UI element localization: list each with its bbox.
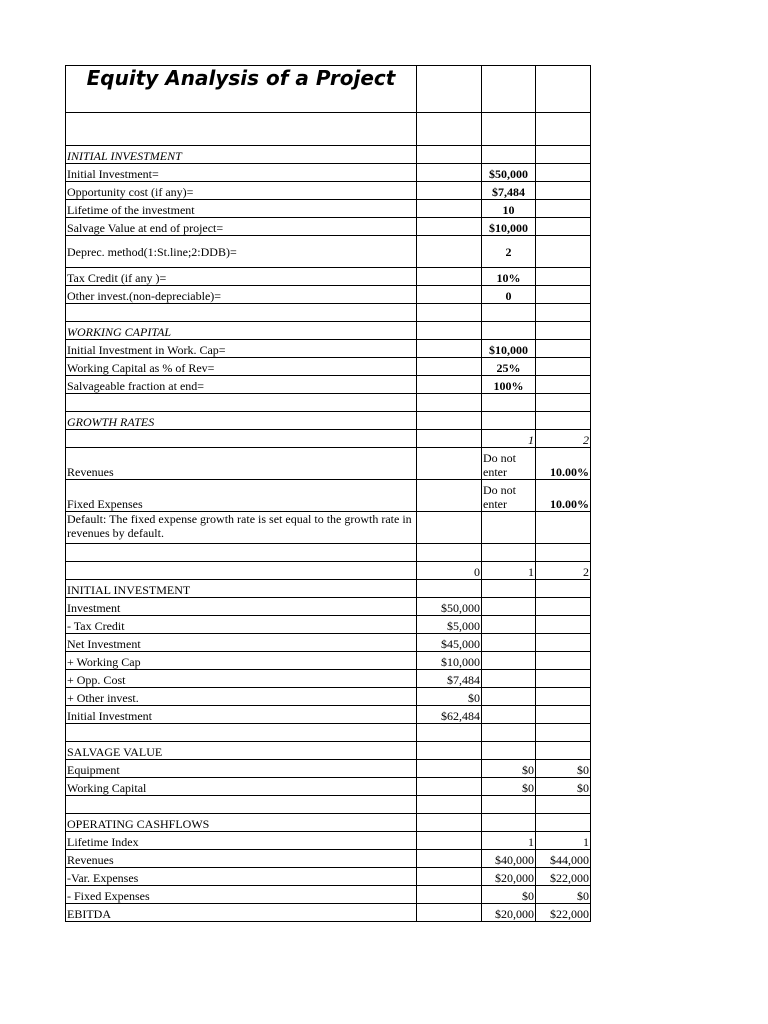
- grid-cell[interactable]: [536, 796, 591, 814]
- grid-cell[interactable]: [482, 724, 536, 742]
- default-note: Default: The fixed expense growth rate is set equal to the growth rate in revenues by default.: [66, 512, 417, 544]
- input-salvage-value[interactable]: $10,000: [482, 218, 536, 236]
- cell-value: $0: [482, 760, 536, 778]
- page-title: Equity Analysis of a Project: [66, 66, 417, 113]
- cell-label: -Var. Expenses: [66, 868, 417, 886]
- grid-cell[interactable]: [536, 113, 591, 146]
- cell-value: $5,000: [417, 616, 482, 634]
- cell-value: $62,484: [417, 706, 482, 724]
- cell-label: Other invest.(non-depreciable)=: [66, 286, 417, 304]
- grid-cell[interactable]: [482, 706, 536, 724]
- cell-value: $22,000: [536, 904, 591, 922]
- cell-value: $0: [536, 886, 591, 904]
- cell-label: + Other invest.: [66, 688, 417, 706]
- grid-cell[interactable]: [417, 448, 482, 480]
- cell-value: $0: [482, 886, 536, 904]
- input-lifetime[interactable]: 10: [482, 200, 536, 218]
- cell-label: - Fixed Expenses: [66, 886, 417, 904]
- grid-cell[interactable]: [66, 430, 417, 448]
- grid-cell[interactable]: [536, 616, 591, 634]
- grid-cell[interactable]: [536, 236, 591, 268]
- grid-cell[interactable]: [66, 544, 417, 562]
- cell-label: Initial Investment in Work. Cap=: [66, 340, 417, 358]
- grid-cell[interactable]: [536, 218, 591, 236]
- input-other-invest[interactable]: 0: [482, 286, 536, 304]
- grid-cell[interactable]: [417, 850, 482, 868]
- grid-cell[interactable]: [482, 512, 536, 544]
- grid-cell[interactable]: [482, 598, 536, 616]
- grid-cell[interactable]: [417, 200, 482, 218]
- period-header: 0: [417, 562, 482, 580]
- grid-cell[interactable]: [536, 66, 591, 113]
- grid-cell[interactable]: [536, 358, 591, 376]
- grid-cell[interactable]: [417, 340, 482, 358]
- grid-cell[interactable]: [66, 562, 417, 580]
- input-tax-credit[interactable]: 10%: [482, 268, 536, 286]
- grid-cell[interactable]: [482, 580, 536, 598]
- grid-cell[interactable]: [417, 322, 482, 340]
- grid-cell[interactable]: [417, 113, 482, 146]
- grid-cell[interactable]: [417, 430, 482, 448]
- input-opportunity-cost[interactable]: $7,484: [482, 182, 536, 200]
- grid-cell[interactable]: [536, 182, 591, 200]
- grid-cell[interactable]: [482, 616, 536, 634]
- grid-cell[interactable]: [536, 512, 591, 544]
- grid-cell[interactable]: [417, 236, 482, 268]
- cell-label: Tax Credit (if any )=: [66, 268, 417, 286]
- input-revenue-growth[interactable]: 10.00%: [536, 448, 591, 480]
- grid-cell[interactable]: [417, 164, 482, 182]
- grid-cell[interactable]: [66, 796, 417, 814]
- grid-cell[interactable]: [417, 724, 482, 742]
- cell-label: Revenues: [66, 448, 417, 480]
- cell-value: $0: [536, 778, 591, 796]
- grid-cell[interactable]: [417, 218, 482, 236]
- cell-label: Lifetime Index: [66, 832, 417, 850]
- cell-note: Do not enter: [482, 480, 536, 512]
- input-fixed-expense-growth[interactable]: 10.00%: [536, 480, 591, 512]
- grid-cell[interactable]: [417, 580, 482, 598]
- cell-value: $20,000: [482, 904, 536, 922]
- grid-cell[interactable]: [482, 742, 536, 760]
- section-header-operating-cashflows: OPERATING CASHFLOWS: [66, 814, 417, 832]
- grid-cell[interactable]: [536, 200, 591, 218]
- grid-cell[interactable]: [536, 286, 591, 304]
- cell-label: Investment: [66, 598, 417, 616]
- cell-label: EBITDA: [66, 904, 417, 922]
- cell-value: $0: [482, 778, 536, 796]
- grid-cell[interactable]: [417, 182, 482, 200]
- input-work-cap-pct[interactable]: 25%: [482, 358, 536, 376]
- grid-cell[interactable]: [536, 652, 591, 670]
- grid-cell[interactable]: [536, 412, 591, 430]
- period-header: 2: [536, 562, 591, 580]
- grid-cell[interactable]: [482, 814, 536, 832]
- grid-cell[interactable]: [417, 832, 482, 850]
- grid-cell[interactable]: [417, 376, 482, 394]
- cell-value: $45,000: [417, 634, 482, 652]
- cell-value: $40,000: [482, 850, 536, 868]
- grid-cell[interactable]: [536, 724, 591, 742]
- section-header-salvage-value: SALVAGE VALUE: [66, 742, 417, 760]
- grid-cell[interactable]: [482, 544, 536, 562]
- cell-value: 1: [482, 832, 536, 850]
- cell-label: Deprec. method(1:St.line;2:DDB)=: [66, 236, 417, 268]
- grid-cell[interactable]: [417, 742, 482, 760]
- grid-cell[interactable]: [66, 394, 417, 412]
- grid-cell[interactable]: [417, 868, 482, 886]
- grid-cell[interactable]: [417, 544, 482, 562]
- cell-label: Working Capital: [66, 778, 417, 796]
- grid-cell[interactable]: [482, 796, 536, 814]
- input-deprec-method[interactable]: 2: [482, 236, 536, 268]
- grid-cell[interactable]: [417, 286, 482, 304]
- section-header-initial-investment-calc: INITIAL INVESTMENT: [66, 580, 417, 598]
- grid-cell[interactable]: [417, 146, 482, 164]
- cell-value: $10,000: [417, 652, 482, 670]
- cell-value: $0: [417, 688, 482, 706]
- grid-cell[interactable]: [482, 688, 536, 706]
- grid-cell[interactable]: [536, 146, 591, 164]
- spreadsheet-grid: [65, 65, 591, 922]
- grid-cell[interactable]: [536, 634, 591, 652]
- grid-cell[interactable]: [536, 394, 591, 412]
- grid-cell[interactable]: [536, 268, 591, 286]
- cell-value: $20,000: [482, 868, 536, 886]
- grid-cell[interactable]: [417, 778, 482, 796]
- grid-cell[interactable]: [482, 412, 536, 430]
- grid-cell[interactable]: [482, 670, 536, 688]
- grid-cell[interactable]: [482, 146, 536, 164]
- input-initial-investment[interactable]: $50,000: [482, 164, 536, 182]
- section-header-working-capital: WORKING CAPITAL: [66, 322, 417, 340]
- cell-value: $50,000: [417, 598, 482, 616]
- cell-label: Salvageable fraction at end=: [66, 376, 417, 394]
- section-header-initial-investment: INITIAL INVESTMENT: [66, 146, 417, 164]
- cell-label: Working Capital as % of Rev=: [66, 358, 417, 376]
- cell-label: + Working Cap: [66, 652, 417, 670]
- grid-cell[interactable]: [482, 113, 536, 146]
- cell-label: Initial Investment=: [66, 164, 417, 182]
- grid-cell[interactable]: [536, 304, 591, 322]
- grid-cell[interactable]: [536, 544, 591, 562]
- period-header: 1: [482, 430, 536, 448]
- cell-label: Initial Investment: [66, 706, 417, 724]
- grid-cell[interactable]: [417, 886, 482, 904]
- grid-cell[interactable]: [417, 268, 482, 286]
- grid-cell[interactable]: [482, 322, 536, 340]
- cell-label: Salvage Value at end of project=: [66, 218, 417, 236]
- grid-cell[interactable]: [417, 796, 482, 814]
- cell-value: $0: [536, 760, 591, 778]
- grid-cell[interactable]: [536, 688, 591, 706]
- grid-cell[interactable]: [536, 670, 591, 688]
- grid-cell[interactable]: [417, 760, 482, 778]
- grid-cell[interactable]: [417, 512, 482, 544]
- cell-value: 1: [536, 832, 591, 850]
- grid-cell[interactable]: [536, 322, 591, 340]
- period-header: 1: [482, 562, 536, 580]
- grid-cell[interactable]: [536, 164, 591, 182]
- grid-cell[interactable]: [417, 358, 482, 376]
- input-work-cap-investment[interactable]: $10,000: [482, 340, 536, 358]
- grid-cell[interactable]: [536, 706, 591, 724]
- grid-cell[interactable]: [482, 634, 536, 652]
- cell-label: Net Investment: [66, 634, 417, 652]
- cell-value: $44,000: [536, 850, 591, 868]
- cell-label: + Opp. Cost: [66, 670, 417, 688]
- grid-cell[interactable]: [536, 376, 591, 394]
- grid-cell[interactable]: [482, 652, 536, 670]
- grid-cell[interactable]: [417, 66, 482, 113]
- cell-label: - Tax Credit: [66, 616, 417, 634]
- grid-cell[interactable]: [66, 304, 417, 322]
- grid-cell[interactable]: [417, 480, 482, 512]
- grid-cell[interactable]: [417, 814, 482, 832]
- grid-cell[interactable]: [66, 724, 417, 742]
- cell-label: Revenues: [66, 850, 417, 868]
- grid-cell[interactable]: [417, 904, 482, 922]
- cell-note: Do not enter: [482, 448, 536, 480]
- cell-label: Lifetime of the investment: [66, 200, 417, 218]
- grid-cell[interactable]: [536, 742, 591, 760]
- grid-cell[interactable]: [66, 113, 417, 146]
- grid-cell[interactable]: [482, 394, 536, 412]
- grid-cell[interactable]: [536, 814, 591, 832]
- cell-label: Equipment: [66, 760, 417, 778]
- cell-label: Fixed Expenses: [66, 480, 417, 512]
- cell-value: $22,000: [536, 868, 591, 886]
- period-header: 2: [536, 430, 591, 448]
- grid-cell[interactable]: [482, 66, 536, 113]
- grid-cell[interactable]: [536, 580, 591, 598]
- grid-cell[interactable]: [536, 598, 591, 616]
- cell-label: Opportunity cost (if any)=: [66, 182, 417, 200]
- grid-cell[interactable]: [417, 394, 482, 412]
- cell-value: $7,484: [417, 670, 482, 688]
- grid-cell[interactable]: [417, 412, 482, 430]
- grid-cell[interactable]: [417, 304, 482, 322]
- grid-cell[interactable]: [482, 304, 536, 322]
- input-salvageable-fraction[interactable]: 100%: [482, 376, 536, 394]
- section-header-growth-rates: GROWTH RATES: [66, 412, 417, 430]
- grid-cell[interactable]: [536, 340, 591, 358]
